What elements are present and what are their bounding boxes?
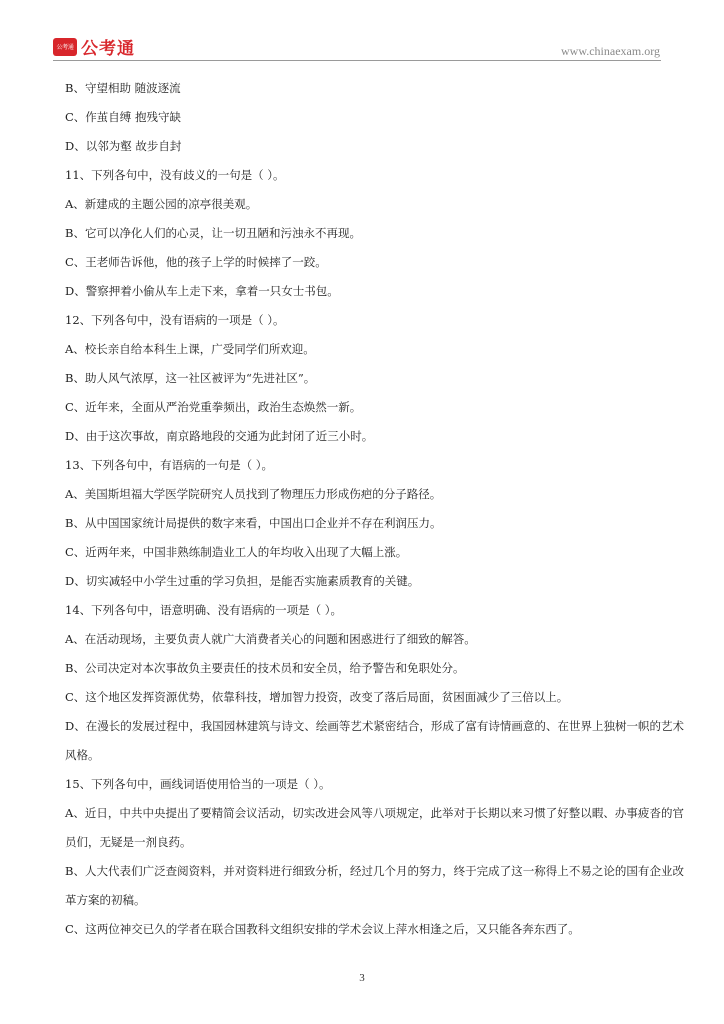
site-url: www.chinaexam.org	[561, 44, 660, 58]
page-header	[0, 0, 724, 64]
question-line: 15、下列各句中，画线词语使用恰当的一项是（ ）。	[65, 777, 331, 791]
option-line: C、这两位神交已久的学者在联合国教科文组织安排的学术会议上萍水相逢之后，又只能各奔东西了。	[65, 922, 580, 936]
question-line: 11、下列各句中，没有歧义的一句是（ ）。	[65, 168, 285, 182]
option-line: B、守望相助 随波逐流	[65, 81, 181, 95]
option-line: D、在漫长的发展过程中，我国园林建筑与诗文、绘画等艺术紧密结合，形成了富有诗情画意的、在世界上独树一帜的艺术风格。	[65, 719, 684, 762]
question-line: 12、下列各句中，没有语病的一项是（ ）。	[65, 313, 285, 327]
question-line: 14、下列各句中，语意明确、没有语病的一项是（ ）。	[65, 603, 343, 617]
logo[interactable]	[53, 34, 135, 59]
option-line: B、公司决定对本次事故负主要责任的技术员和安全员，给予警告和免职处分。	[65, 661, 465, 675]
header-divider	[53, 60, 661, 61]
option-line: A、新建成的主题公园的凉亭很美观。	[65, 197, 258, 211]
page-number: 3	[359, 972, 365, 984]
option-line: B、助人风气浓厚，这一社区被评为“先进社区”。	[65, 371, 316, 385]
question-line: 13、下列各句中，有语病的一句是（ ）。	[65, 458, 274, 472]
option-line: A、近日，中共中央提出了要精简会议活动，切实改进会风等八项规定，此举对于长期以来习惯了好整以暇、办事疲沓的官员们，无疑是一剂良药。	[65, 806, 684, 849]
option-line: B、它可以净化人们的心灵，让一切丑陋和污浊永不再现。	[65, 226, 361, 240]
option-line: C、近两年来，中国非熟练制造业工人的年均收入出现了大幅上涨。	[65, 545, 408, 559]
option-line: D、以邻为壑 故步自封	[65, 139, 182, 153]
option-line: C、作茧自缚 抱残守缺	[65, 110, 181, 124]
option-line: D、由于这次事故，南京路地段的交通为此封闭了近三小时。	[65, 429, 374, 443]
option-line: B、人大代表们广泛查阅资料，并对资料进行细致分析，经过几个月的努力，终于完成了这一称得上不易之论的国有企业改革方案的初稿。	[65, 864, 684, 907]
option-line: A、在活动现场，主要负责人就广大消费者关心的问题和困惑进行了细致的解答。	[65, 632, 476, 646]
option-line: B、从中国国家统计局提供的数字来看，中国出口企业并不存在利润压力。	[65, 516, 442, 530]
option-line: A、校长亲自给本科生上课，广受同学们所欢迎。	[65, 342, 315, 356]
option-line: A、美国斯坦福大学医学院研究人员找到了物理压力形成伤疤的分子路径。	[65, 487, 442, 501]
option-line: C、王老师告诉他，他的孩子上学的时候摔了一跤。	[65, 255, 327, 269]
logo-text: 公考通	[81, 39, 135, 59]
document-body	[41, 74, 684, 944]
option-line: D、切实减轻中小学生过重的学习负担，是能否实施素质教育的关键。	[65, 574, 420, 588]
option-line: C、这个地区发挥资源优势，依靠科技，增加智力投资，改变了落后局面，贫困面减少了三倍以上。	[65, 690, 569, 704]
logo-badge-icon: 公考通	[53, 38, 77, 56]
option-line: C、近年来，全面从严治党重拳频出，政治生态焕然一新。	[65, 400, 362, 414]
option-line: D、警察押着小偷从车上走下来，拿着一只女士书包。	[65, 284, 339, 298]
